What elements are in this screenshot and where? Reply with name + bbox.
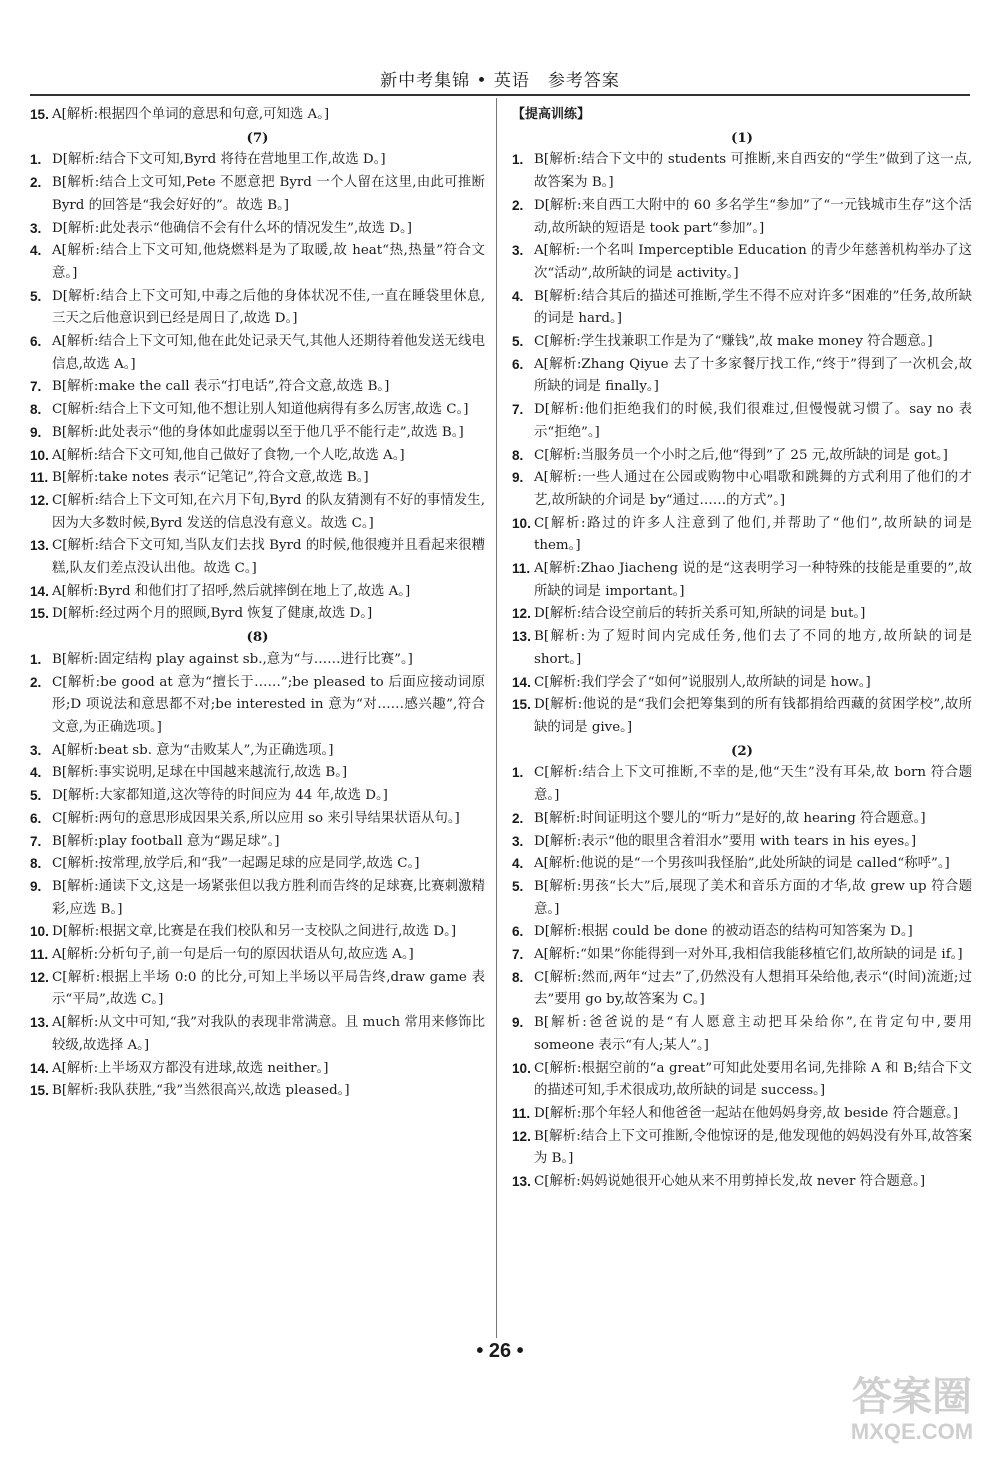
question-number: 4. — [512, 288, 524, 304]
question-number: 5. — [512, 334, 524, 350]
answer-text: A[解析:根据四个单词的意思和句意,可知选 A。] — [52, 107, 330, 122]
answer-text: C[解析:根据上半场 0:0 的比分,可知上半场以平局告终,draw game 表示“平局”,故选 C。] — [52, 969, 485, 1008]
answer-text: B[解析:此处表示“他的身体如此虚弱以至于他几乎不能行走”,故选 B。] — [52, 424, 464, 440]
answer-text: B[解析:为了短时间内完成任务,他们去了不同的地方,故所缺的词是 short。] — [534, 629, 972, 667]
answer-item — [512, 603, 972, 626]
answer-item — [512, 467, 972, 512]
answer-text: D[解析:表示“他的眼里含着泪水”要用 with tears in his eyes。] — [534, 833, 917, 849]
answer-text: B[解析:我队获胜,“我”当然很高兴,故选 pleased。] — [52, 1083, 350, 1099]
section-number: (7) — [246, 129, 269, 146]
running-header: 新中考集锦 • 英语 参考答案 — [380, 71, 620, 91]
answer-text: C[解析:当服务员一个小时之后,他“得到”了 25 元,故所缺的词是 got。] — [534, 447, 948, 463]
left-column — [30, 104, 485, 1103]
question-number: 15. — [30, 1083, 49, 1099]
header-rule — [30, 94, 970, 96]
answer-text: A[解析:一些人通过在公园或购物中心唱歌和跳舞的方式利用了他们的才艺,故所缺的介词是 by“通过……的方式”。] — [534, 470, 972, 508]
answer-text: B[解析:play football 意为“踢足球”。] — [52, 833, 280, 849]
answer-text: A[解析:结合上下文可知,他烧燃料是为了取暖,故 heat“热,热量”符合文意。] — [52, 243, 485, 281]
answer-text: C[解析:妈妈说她很开心她从来不用剪掉长发,故 never 符合题意。] — [534, 1174, 926, 1190]
question-number: 5. — [30, 788, 42, 804]
answer-text: B[解析:爸爸说的是“有人愿意主动把耳朵给你”,在肯定句中,要用 someone 表示“有人;某人”。] — [534, 1015, 972, 1053]
answer-text: B[解析:结合上文可知,Pete 不愿意把 Byrd 一个人留在这里,由此可推断 Byrd 的回答是“我会好好的”。故选 B。] — [52, 175, 485, 213]
answer-item — [512, 921, 972, 944]
answer-item — [512, 331, 972, 354]
watermark-logo — [842, 1375, 982, 1455]
answer-text: D[解析:经过两个月的照顾,Byrd 恢复了健康,故选 D。] — [52, 606, 373, 622]
answer-item — [512, 853, 972, 876]
answer-text: D[解析:此处表示“他确信不会有什么坏的情况发生”,故选 D。] — [52, 220, 412, 236]
answer-item — [30, 581, 485, 604]
answer-item — [512, 513, 972, 558]
question-number: 1. — [512, 765, 524, 781]
answer-item — [30, 1012, 485, 1057]
question-number: 1. — [30, 152, 42, 168]
question-number: 6. — [30, 334, 42, 350]
question-number: 11. — [512, 1105, 531, 1121]
answer-item — [512, 240, 972, 285]
answer-item — [30, 376, 485, 399]
answer-item — [30, 149, 485, 172]
answer-text: D[解析:根据 could be done 的被动语态的结构可知答案为 D。] — [534, 924, 913, 940]
answer-text: D[解析:结合上下文可知,中毒之后他的身体状况不佳,一直在睡袋里休息,三天之后他意识到已经是周日了,故选 D。] — [52, 288, 485, 327]
answer-text: C[解析:结合上下文可推断,不幸的是,他“天生”没有耳朵,故 born 符合题意。] — [534, 765, 972, 804]
answer-text: B[解析:结合上下文可推断,令他惊讶的是,他发现他的妈妈没有外耳,故答案为 B。] — [534, 1128, 972, 1167]
answer-text: D[解析:他们拒绝我们的时候,我们很难过,但慢慢就习惯了。say no 表示“拒绝”。] — [534, 402, 972, 440]
answer-text: A[解析:从文中可知,“我”对我队的表现非常满意。且 much 常用来修饰比较级,故选择 A。] — [52, 1015, 485, 1053]
answer-text: D[解析:结合下文可知,Byrd 将待在营地里工作,故选 D。] — [52, 152, 386, 168]
answer-item — [30, 104, 485, 127]
answer-text: B[解析:结合下文中的 students 可推断,来自西安的“学生”做到了这一点,故答案为 B。] — [534, 152, 972, 191]
question-number: 1. — [30, 651, 42, 667]
question-number: 13. — [30, 538, 49, 554]
answer-item — [30, 535, 485, 580]
question-number: 14. — [512, 674, 531, 690]
question-number: 13. — [30, 1015, 49, 1031]
answer-item — [512, 944, 972, 967]
answer-item — [30, 831, 485, 854]
answer-item — [30, 172, 485, 217]
answer-item — [512, 445, 972, 468]
answer-item — [512, 967, 972, 1012]
question-number: 2. — [30, 674, 42, 690]
question-number: 15. — [512, 697, 531, 713]
answer-text: A[解析:beat sb. 意为“击败某人”,为正确选项。] — [52, 742, 334, 758]
answer-item — [512, 149, 972, 194]
question-number: 6. — [512, 356, 524, 372]
question-number: 6. — [512, 924, 524, 940]
answer-item — [30, 445, 485, 468]
answer-item — [30, 422, 485, 445]
question-number: 9. — [30, 424, 42, 440]
answer-item — [30, 218, 485, 241]
answer-item — [512, 626, 972, 671]
section-number: (1) — [731, 129, 753, 146]
watermark-text: 答案圈 — [852, 1375, 972, 1419]
question-number: 14. — [30, 1060, 49, 1076]
answer-text: A[解析:结合上下文可知,他在此处记录天气,其他人还期待着他发送无线电信息,故选 A。] — [52, 334, 485, 372]
answer-item — [30, 1058, 485, 1081]
answer-item — [30, 853, 485, 876]
answer-text: A[解析:Zhang Qiyue 去了十多家餐厅找工作,“终于”得到了一次机会,故所缺的词是 finally。] — [534, 356, 972, 395]
question-number: 10. — [512, 1060, 531, 1076]
answer-item — [30, 876, 485, 921]
answer-item — [512, 399, 972, 444]
answer-text: C[解析:根据空前的“a great”可知此处要用名词,先排除 A 和 B;结合下文的描述可知,手术很成功,故所缺的词是 success。] — [534, 1060, 972, 1099]
question-number: 9. — [512, 1015, 524, 1031]
question-number: 10. — [30, 447, 49, 463]
answer-item — [30, 399, 485, 422]
question-number: 11. — [30, 470, 49, 486]
answer-item — [512, 354, 972, 399]
answer-item — [512, 1058, 972, 1103]
answer-text: D[解析:大家都知道,这次等待的时间应为 44 年,故选 D。] — [52, 788, 388, 804]
answer-text: A[解析:“如果”你能得到一对外耳,我相信我能移植它们,故所缺的词是 if。] — [534, 947, 963, 963]
question-number: 4. — [30, 243, 42, 259]
answer-item — [512, 831, 972, 854]
section-number: (2) — [731, 742, 753, 759]
question-number: 2. — [512, 197, 524, 213]
question-number: 12. — [30, 492, 49, 508]
question-number: 13. — [512, 629, 531, 645]
answer-text: A[解析:分析句子,前一句是后一句的原因状语从句,故应选 A。] — [52, 947, 414, 963]
question-number: 8. — [512, 447, 524, 463]
answer-item — [30, 921, 485, 944]
question-number: 14. — [30, 583, 49, 599]
question-number: 7. — [512, 402, 524, 418]
right-column — [512, 104, 972, 1194]
answer-text: C[解析:路过的许多人注意到了他们,并帮助了“他们”,故所缺的词是 them。] — [534, 515, 972, 554]
answer-item — [512, 1103, 972, 1126]
answer-item — [30, 331, 485, 376]
question-number: 13. — [512, 1174, 531, 1190]
question-number: 3. — [30, 742, 42, 758]
answer-text: C[解析:我们学会了“如何”说服别人,故所缺的词是 how。] — [534, 674, 871, 690]
question-number: 11. — [30, 947, 49, 963]
answer-text: D[解析:结合设空前后的转折关系可知,所缺的词是 but。] — [534, 606, 866, 622]
answer-item — [30, 762, 485, 785]
question-number: 15. — [30, 606, 49, 622]
answer-text: C[解析:按常理,放学后,和“我”一起踢足球的应是同学,故选 C。] — [52, 856, 420, 872]
question-number: 12. — [512, 606, 531, 622]
question-number: 4. — [30, 765, 42, 781]
page-number: • 26 • — [476, 1340, 524, 1362]
answer-text: B[解析:时间证明这个婴儿的“听力”是好的,故 hearing 符合题意。] — [534, 810, 926, 826]
answer-text: B[解析:事实说明,足球在中国越来越流行,故选 B。] — [52, 765, 348, 781]
column-divider — [496, 98, 497, 1338]
question-number: 5. — [512, 878, 524, 894]
answer-item — [512, 876, 972, 921]
answer-text: C[解析:学生找兼职工作是为了“赚钱”,故 make money 符合题意。] — [534, 334, 933, 350]
question-number: 9. — [512, 470, 524, 486]
answer-item — [30, 808, 485, 831]
answer-item — [30, 944, 485, 967]
answer-text: B[解析:固定结构 play against sb.,意为“与……进行比赛”。] — [52, 651, 413, 667]
question-number: 5. — [30, 288, 42, 304]
question-number: 3. — [512, 833, 524, 849]
answer-item — [30, 672, 485, 740]
answer-item — [30, 603, 485, 626]
answer-text: B[解析:take notes 表示“记笔记”,符合文意,故选 B。] — [52, 470, 369, 486]
section-number: (8) — [246, 629, 269, 646]
watermark-url: MXQE.COM — [850, 1419, 974, 1444]
answer-item — [512, 694, 972, 739]
answer-text: A[解析:Byrd 和他们打了招呼,然后就摔倒在地上了,故选 A。] — [52, 583, 411, 599]
question-number: 7. — [512, 947, 524, 963]
answer-item — [30, 740, 485, 763]
question-number: 11. — [512, 561, 531, 577]
answer-item — [30, 1080, 485, 1103]
answer-item — [512, 195, 972, 240]
question-number: 8. — [30, 856, 42, 872]
answer-text: B[解析:结合其后的描述可推断,学生不得不应对许多“困难的”任务,故所缺的词是 hard。] — [534, 288, 972, 327]
question-number: 10. — [512, 515, 531, 531]
question-number: 3. — [512, 243, 524, 259]
question-number: 12. — [512, 1128, 531, 1144]
question-number: 6. — [30, 810, 42, 826]
answer-item — [30, 490, 485, 535]
answer-item — [512, 1126, 972, 1171]
answer-text: C[解析:然而,两年“过去”了,仍然没有人想捐耳朵给他,表示“(时间)流逝;过去”要用 go by,故答案为 C。] — [534, 969, 972, 1008]
answer-item — [512, 808, 972, 831]
answer-item — [512, 1171, 972, 1194]
question-number: 9. — [30, 878, 42, 894]
question-number: 2. — [512, 810, 524, 826]
answer-text: A[解析:一个名叫 Imperceptible Education 的青少年慈善机构举办了这次“活动”,故所缺的词是 activity。] — [534, 243, 972, 281]
answer-item — [512, 1012, 972, 1057]
question-number: 10. — [30, 924, 49, 940]
answer-text: C[解析:结合上下文可知,在六月下旬,Byrd 的队友猜测有不好的事情发生,因为大多数时候,Byrd 发送的信息没有意义。故选 C。] — [52, 492, 485, 531]
answer-text: B[解析:make the call 表示“打电话”,符合文意,故选 B。] — [52, 379, 390, 395]
section-label: 【提高训练】 — [512, 107, 591, 122]
answer-text: B[解析:男孩“长大”后,展现了美术和音乐方面的才华,故 grew up 符合题意。] — [534, 878, 972, 917]
question-number: 12. — [30, 969, 49, 985]
answer-item — [30, 467, 485, 490]
answer-text: A[解析:他说的是“一个男孩叫我怪胎”,此处所缺的词是 called“称呼”。] — [534, 856, 950, 872]
question-number: 2. — [30, 175, 42, 191]
answer-item — [512, 286, 972, 331]
answer-text: A[解析:结合下文可知,他自己做好了食物,一个人吃,故选 A。] — [52, 447, 405, 463]
answer-text: D[解析:根据文章,比赛是在我们校队和另一支校队之间进行,故选 D。] — [52, 924, 457, 940]
question-number: 8. — [30, 402, 42, 418]
answer-text: B[解析:通读下文,这是一场紧张但以我方胜利而告终的足球赛,比赛刺激精彩,应选 B。] — [52, 878, 485, 917]
answer-item — [512, 558, 972, 603]
question-number: 3. — [30, 220, 42, 236]
answer-item — [512, 762, 972, 807]
question-number: 4. — [512, 856, 524, 872]
question-number: 15. — [30, 107, 49, 122]
answer-item — [30, 286, 485, 331]
answer-text: C[解析:结合下文可知,当队友们去找 Byrd 的时候,他很瘦并且看起来很糟糕,队友们差点没认出他。故选 C。] — [52, 538, 485, 577]
answer-text: D[解析:来自西工大附中的 60 多名学生“参加”了“一元钱城市生存”这个活动,故所缺的短语是 took part“参加”。] — [534, 197, 972, 236]
answer-text: C[解析:两句的意思形成因果关系,所以应用 so 来引导结果状语从句。] — [52, 810, 460, 826]
answer-text: C[解析:be good at 意为“擅长于……”;be pleased to 后面应接动词原形;D 项说法和意思都不对;be interested in 意为“对……感兴趣”,符合文意,为正确选项。] — [52, 674, 485, 735]
answer-item — [30, 785, 485, 808]
question-number: 8. — [512, 969, 524, 985]
question-number: 1. — [512, 152, 524, 168]
answer-item — [30, 967, 485, 1012]
answer-item — [512, 672, 972, 695]
answer-text: A[解析:上半场双方都没有进球,故选 neither。] — [52, 1060, 329, 1076]
question-number: 7. — [30, 833, 42, 849]
question-number: 7. — [30, 379, 42, 395]
answer-text: D[解析:他说的是“我们会把筹集到的所有钱都捐给西藏的贫困学校”,故所缺的词是 give。] — [534, 697, 972, 735]
answer-item — [30, 240, 485, 285]
answer-text: C[解析:结合上下文可知,他不想让别人知道他病得有多么厉害,故选 C。] — [52, 402, 469, 418]
answer-item — [30, 649, 485, 672]
answer-text: D[解析:那个年轻人和他爸爸一起站在他妈妈身旁,故 beside 符合题意。] — [534, 1105, 959, 1121]
answer-text: A[解析:Zhao Jiacheng 说的是“这表明学习一种特殊的技能是重要的”,故所缺的词是 important。] — [534, 561, 972, 599]
